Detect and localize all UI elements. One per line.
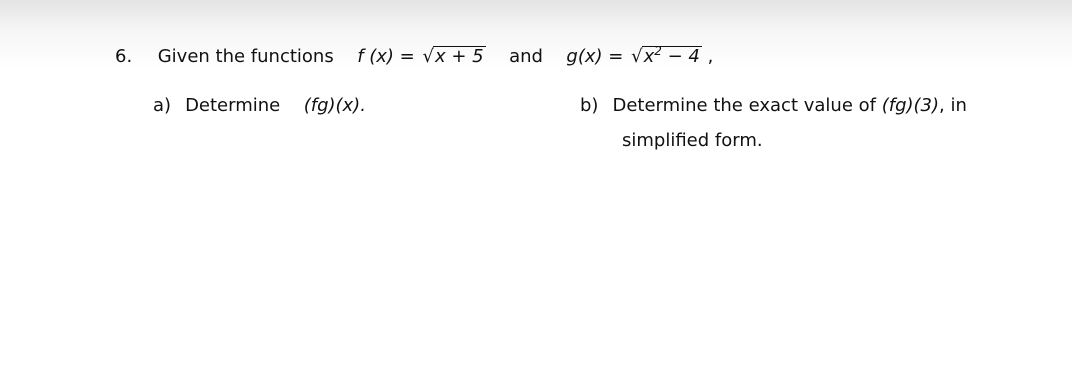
part-a bbox=[153, 92, 366, 120]
g-radicand-exponent: 2 bbox=[654, 44, 662, 58]
part-b-expression: (fg)(3) bbox=[881, 95, 940, 116]
g-definition-lhs: g(x) = bbox=[566, 46, 624, 67]
question-number: 6. bbox=[115, 46, 133, 67]
g-radicand-rest: − 4 bbox=[667, 46, 700, 67]
part-a-expression: (fg)(x). bbox=[303, 95, 366, 116]
f-sqrt bbox=[420, 43, 485, 71]
part-b-line2: simplified form. bbox=[622, 130, 763, 151]
part-a-text: Determine bbox=[185, 95, 281, 116]
sqrt-symbol-icon: √ bbox=[631, 46, 643, 67]
trailing-comma: , bbox=[707, 46, 714, 67]
part-b-label: b) bbox=[580, 95, 599, 116]
g-sqrt bbox=[629, 43, 702, 71]
conjunction: and bbox=[509, 46, 543, 67]
g-radicand-base: x bbox=[643, 46, 655, 67]
question-intro: Given the functions bbox=[157, 46, 334, 67]
part-b-text: Determine the exact value of bbox=[612, 95, 876, 116]
question-line bbox=[115, 43, 713, 71]
f-definition-lhs: f (x) = bbox=[357, 46, 415, 67]
part-a-label: a) bbox=[153, 95, 172, 116]
f-radicand: x + 5 bbox=[434, 46, 484, 67]
part-b bbox=[580, 92, 967, 120]
sqrt-symbol-icon: √ bbox=[422, 46, 434, 67]
g-radicand bbox=[642, 46, 702, 67]
part-b-tail: , in bbox=[939, 95, 967, 116]
